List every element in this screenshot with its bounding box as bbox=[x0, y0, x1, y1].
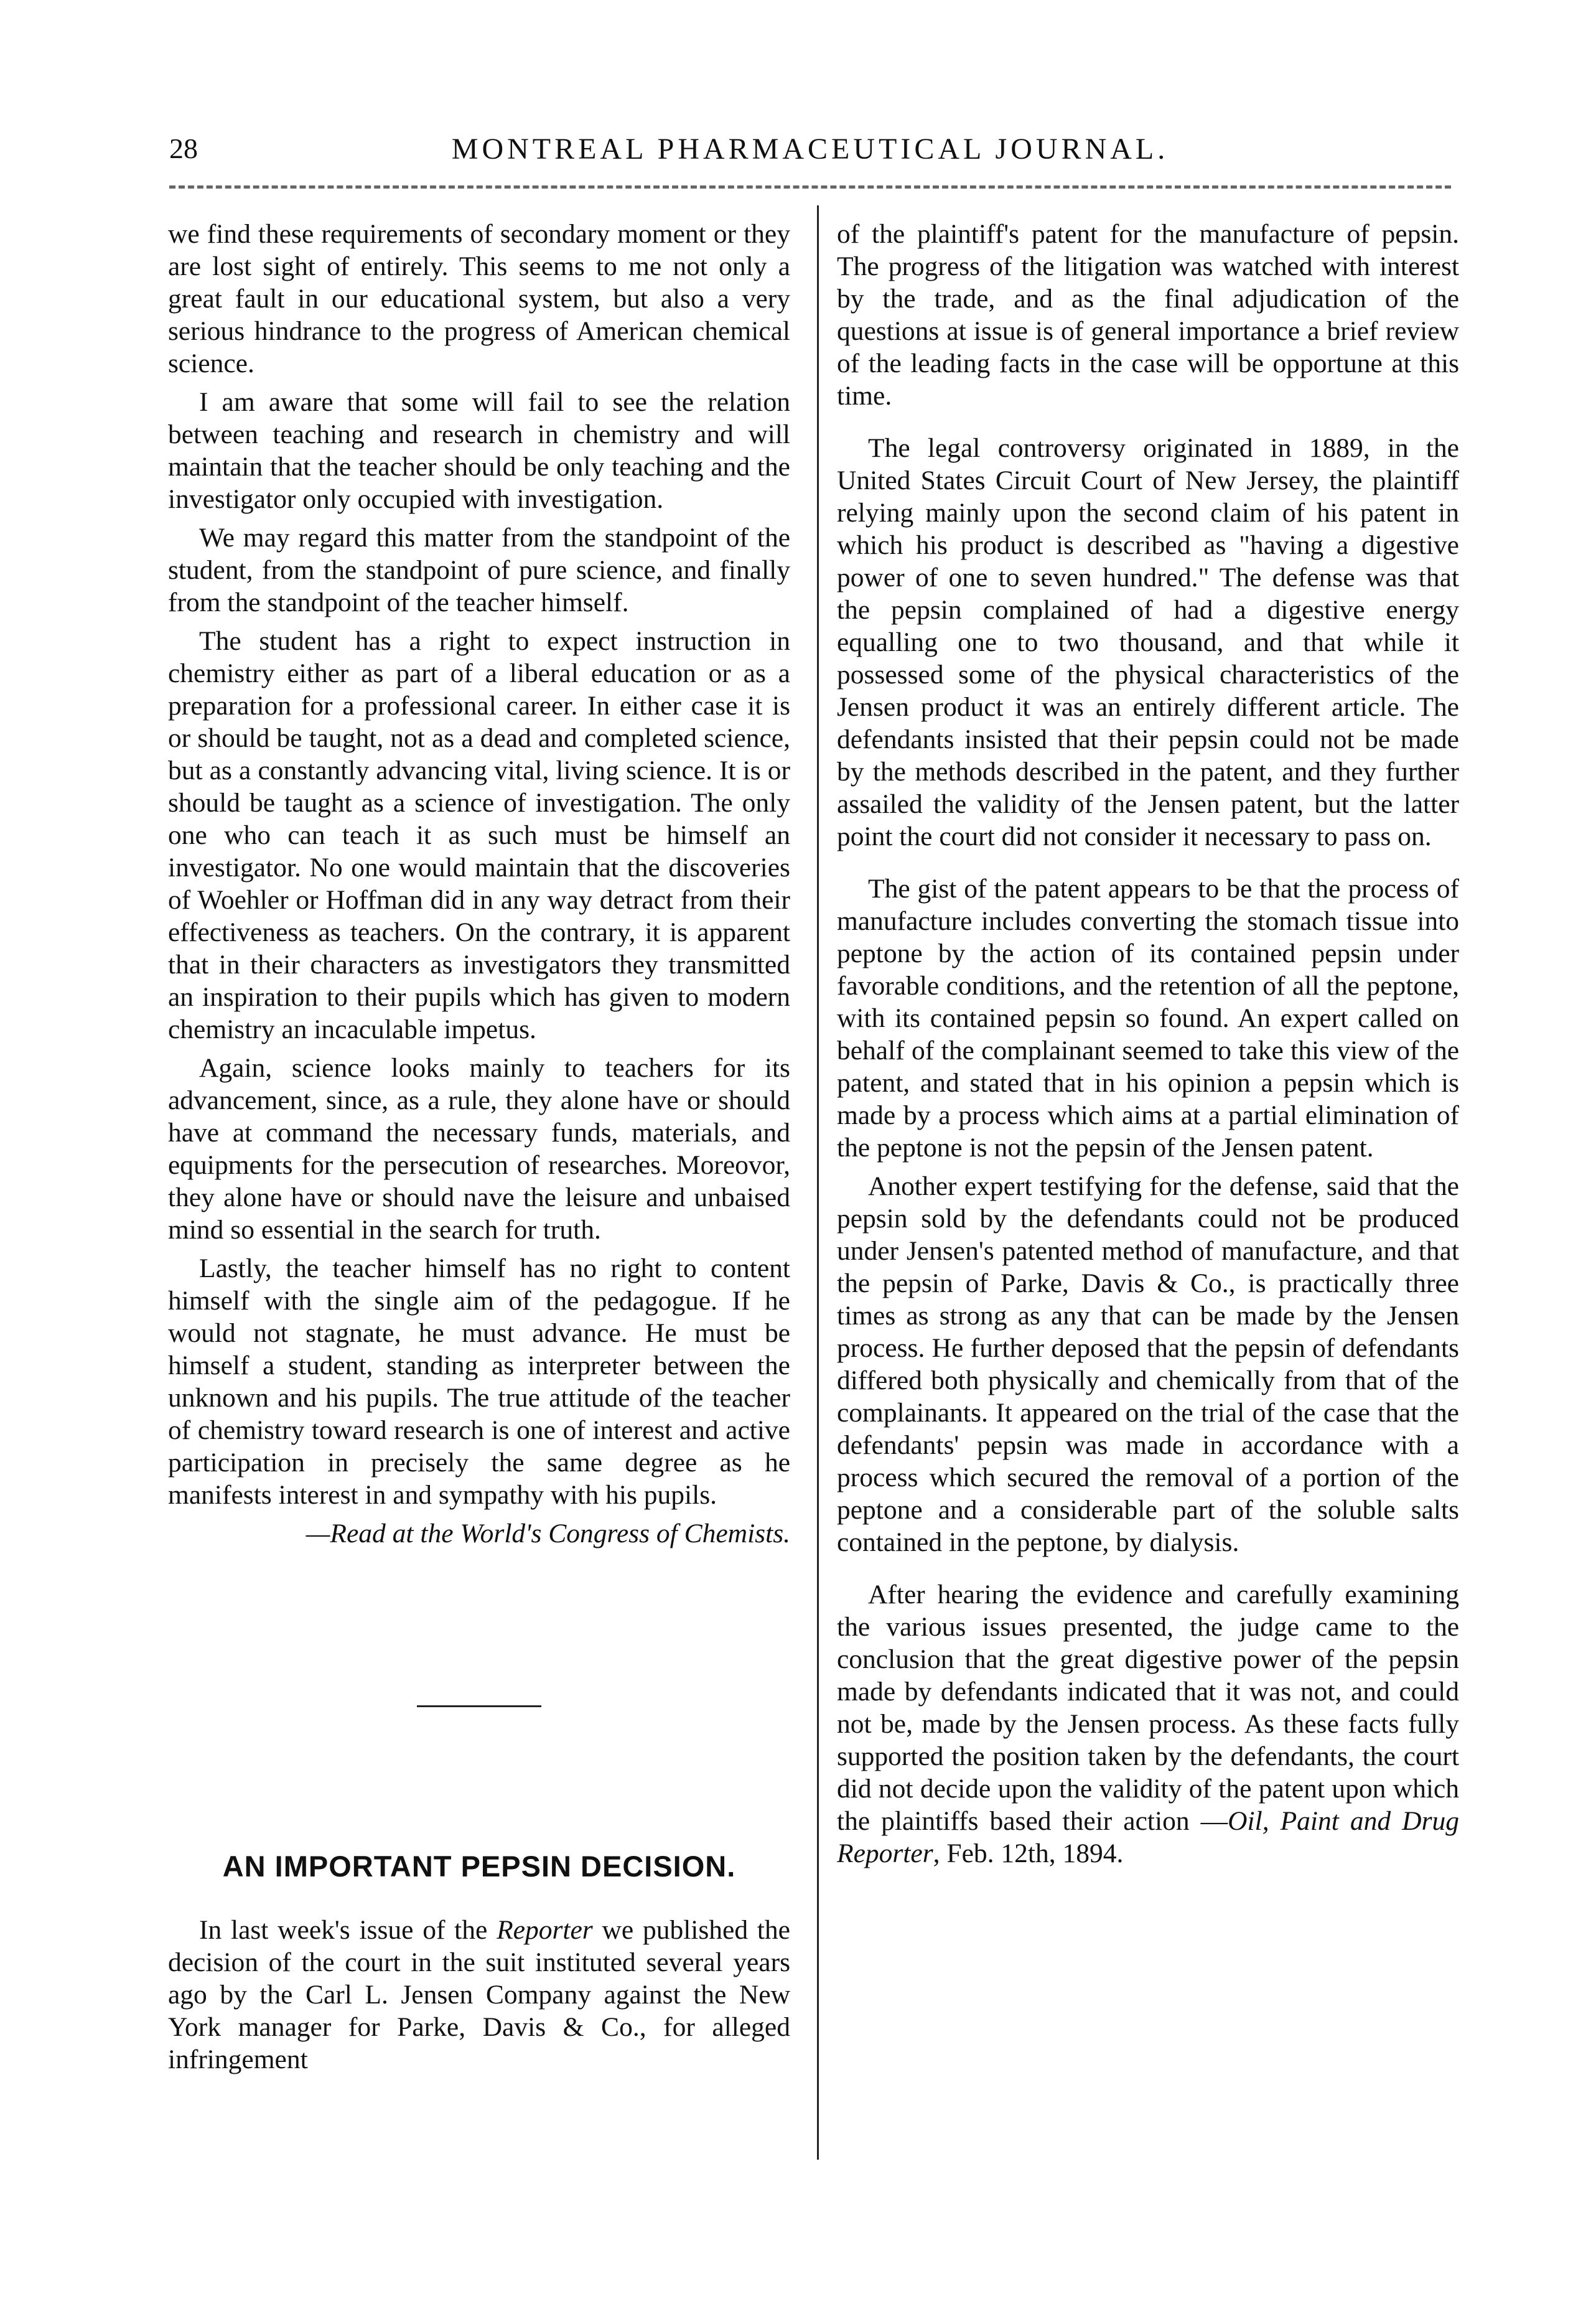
paragraph: of the plaintiff's patent for the manufacture of pepsin. The progress of the litigation was watched with interest by the trade, and as the final adjudication of the questions at issue is of general importance a brief review of the leading facts in the case will be opportune at this time. bbox=[837, 219, 1459, 411]
page-header bbox=[169, 132, 1451, 176]
publication-name: Reporter bbox=[497, 1915, 593, 1945]
left-column bbox=[168, 218, 790, 2082]
paragraph: The gist of the patent appears to be that the process of manufacture includes converting the stomach tissue into peptone by the action of its contained pepsin under favorable conditions, and the retention of all the peptone, with its contained pepsin so found. An expert called on behalf of the complainant seemed to take this view of the patent, and stated that in his opinion a pepsin which is made by a process which aims at a partial elimination of the peptone is not the pepsin of the Jensen patent. bbox=[837, 874, 1459, 1163]
source-citation: Oil, Paint and Drug Reporter bbox=[837, 1806, 1459, 1868]
section-separator bbox=[417, 1705, 541, 1707]
journal-title: MONTREAL PHARMACEUTICAL JOURNAL. bbox=[451, 133, 1169, 166]
paragraph: The student has a right to expect instruction in chemistry either as part of a liberal education or as a preparation for a professional career. In either case it is or should be taught, not as a dead and completed science, but as a constantly advancing vital, living science. It is or should be taught as a science of investigation. The only one who can teach it as such must be himself an investigator. No one would maintain that the discoveries of Woehler or Hoffman did in any way detract from their effectiveness as teachers. On the contrary, it is apparent that in their characters as investigators they transmitted an inspiration to their pupils which has given to modern chemistry an incaculable impetus. bbox=[168, 626, 790, 1044]
paragraph bbox=[837, 1578, 1459, 1870]
text-run: , Feb. 12th, 1894. bbox=[933, 1839, 1124, 1868]
paragraph: Lastly, the teacher himself has no right to content himself with the single aim of the pedagogue. If he would not stagnate, he must advance. He must be himself a student, standing as interpreter between the unknown and his pupils. The true attitude of the teacher of chemistry toward research is one of interest and active participation in precisely the same degree as he manifests interest in and sympathy with his pupils. bbox=[168, 1253, 790, 1510]
paragraph: Again, science looks mainly to teachers for its advancement, since, as a rule, they alone have or should have at command the necessary funds, materials, and equipments for the persecution of researches. Moreovor, they alone have or should nave the leisure and unbaised mind so essential in the search for truth. bbox=[168, 1053, 790, 1245]
header-rule bbox=[169, 185, 1451, 189]
paragraph: Another expert testifying for the defense, said that the pepsin sold by the defendants could not be produced under Jensen's patented method of manufacture, and that the pepsin of Parke, Davis & Co., is practically three times as strong as any that can be made by the Jensen process. He further deposed that the pepsin of defendants differed both physically and chemically from that of the complainants. It appeared on the trial of the case that the defendants' pepsin was made in accordance with a process which secured the removal of a portion of the peptone and a considerable part of the soluble salts contained in the peptone, by dialysis. bbox=[837, 1171, 1459, 1557]
paragraph: We may regard this matter from the standpoint of the student, from the standpoint of pure science, and finally from the standpoint of the teacher himself. bbox=[168, 523, 790, 617]
article-title: AN IMPORTANT PEPSIN DECISION. bbox=[222, 1850, 736, 1883]
text-run: After hearing the evidence and carefully examining the various issues presented, the judge came to the conclusion that the great digestive power of the pepsin made by defendants indicated that it was not, and could not be, made by the Jensen process. As these facts fully supported the position taken by the defendants, the court did not decide upon the validity of the patent upon which the plaintiffs based their action — bbox=[837, 1580, 1459, 1836]
paragraph: I am aware that some will fail to see the relation between teaching and research in chemistry and will maintain that the teacher should be only teaching and the investigator only occupied with investigation. bbox=[168, 387, 790, 514]
text-run: In last week's issue of the bbox=[199, 1915, 497, 1945]
paragraph: The legal controversy originated in 1889, in the United States Circuit Court of New Jersey, the plaintiff relying mainly upon the second claim of his patent in which his product is described as "having a digestive power of one to seven hundred." The defense was that the pepsin complained of had a digestive energy equalling one to two thousand, and that while it possessed some of the physical characteristics of the Jensen product it was an entirely different article. The defendants insisted that their pepsin could not be made by the methods described in the patent, and they further assailed the validity of the Jensen patent, but the latter point the court did not consider it necessary to pass on. bbox=[837, 433, 1459, 851]
paragraph: we find these requirements of secondary moment or they are lost sight of entirely. This seems to me not only a great fault in our educational system, but also a very serious hindrance to the progress of American chemical science. bbox=[168, 219, 790, 378]
column-divider bbox=[817, 205, 819, 2160]
text-run: we published the decision of the court in the suit instituted several years ago by the Carl L. Jensen Company against the New York manager for Parke, Davis & Co., for alleged infringement bbox=[168, 1915, 790, 2074]
paragraph bbox=[168, 1914, 790, 2076]
page-number: 28 bbox=[169, 133, 198, 164]
attribution: —Read at the World's Congress of Chemists. bbox=[306, 1519, 790, 1548]
right-column bbox=[837, 218, 1459, 1876]
